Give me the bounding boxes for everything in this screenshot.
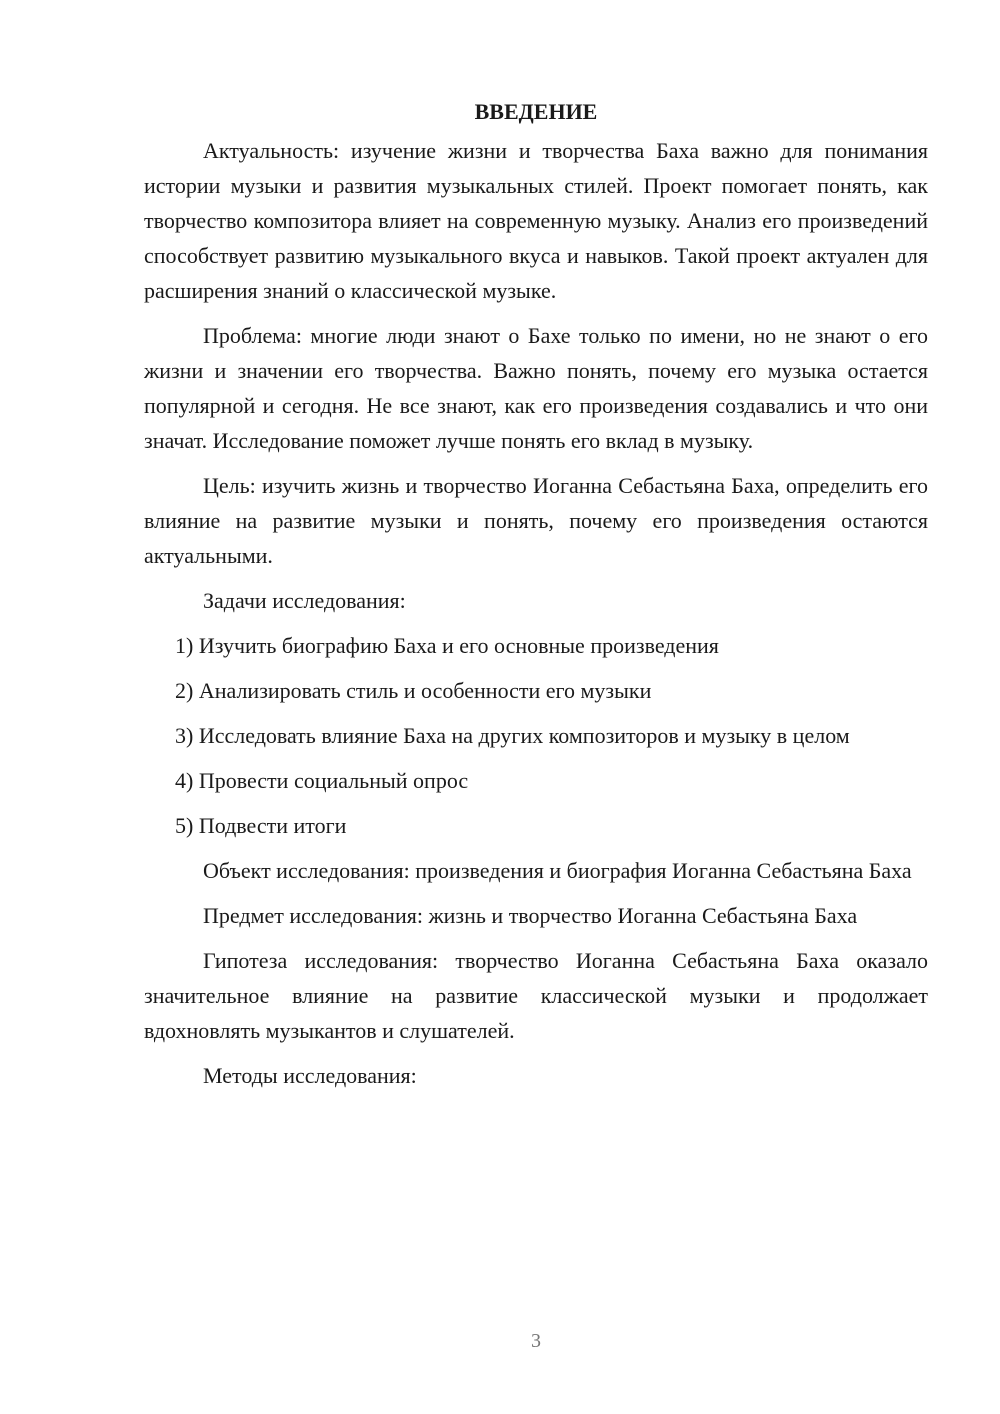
tasks-heading: Задачи исследования: (203, 588, 406, 613)
goal-paragraph: Цель: изучить жизнь и творчество Иоганна Себастьяна Баха, определить его влияние на развитие музыки и понять, почему его произведения остаются актуальными. (144, 473, 928, 568)
task-item-2: 2) Анализировать стиль и особенности его музыки (175, 678, 652, 703)
page-number: 3 (531, 1330, 541, 1352)
document-page (144, 94, 928, 1103)
object-paragraph: Объект исследования: произведения и биография Иоганна Себастьяна Баха (203, 858, 912, 883)
task-item-3: 3) Исследовать влияние Баха на других композиторов и музыку в целом (175, 723, 850, 748)
hypothesis-paragraph: Гипотеза исследования: творчество Иоганна Себастьяна Баха оказало значительное влияние на развитие классической музыки и продолжает вдохновлять музыкантов и слушателей. (144, 948, 928, 1043)
task-item-4: 4) Провести социальный опрос (175, 768, 469, 793)
problem-paragraph: Проблема: многие люди знают о Бахе только по имени, но не знают о его жизни и значении его творчества. Важно понять, почему его музыка остается популярной и сегодня. Не все знают, как его произведения создавались и что они значат. Исследование поможет лучше понять его вклад в музыку. (144, 323, 928, 453)
task-item-1: 1) Изучить биографию Баха и его основные произведения (175, 633, 719, 658)
subject-paragraph: Предмет исследования: жизнь и творчество Иоганна Себастьяна Баха (203, 903, 858, 928)
section-heading: ВВЕДЕНИЕ (474, 99, 598, 124)
methods-heading: Методы исследования: (203, 1063, 417, 1088)
relevance-paragraph: Актуальность: изучение жизни и творчества Баха важно для понимания истории музыки и развития музыкальных стилей. Проект помогает понять, как творчество композитора влияет на современную музыку. Анализ его произведений способствует развитию музыкального вкуса и навыков. Такой проект актуален для расширения знаний о классической музыке. (144, 138, 928, 303)
task-item-5: 5) Подвести итоги (175, 813, 347, 838)
